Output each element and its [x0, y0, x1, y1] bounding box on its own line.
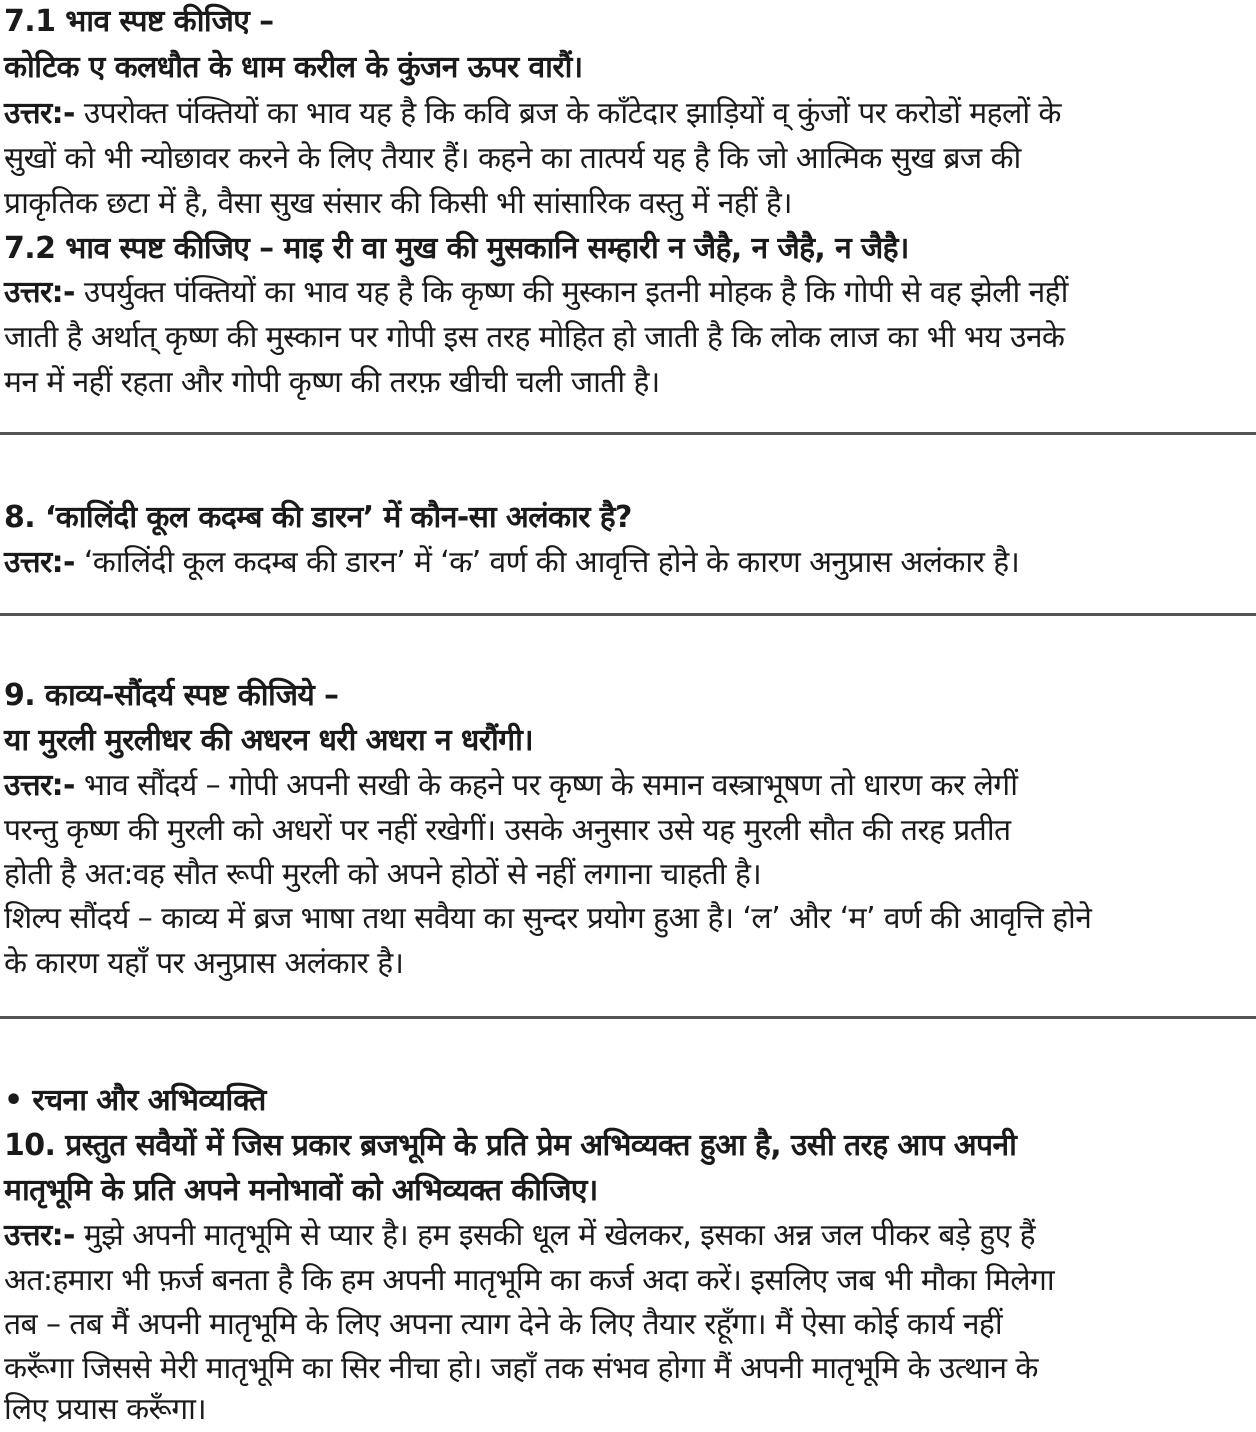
answer-label: उत्तर:- [4, 1218, 75, 1253]
q9-quote: या मुरली मुरलीधर की अधरन धरी अधरा न धरौंगी। [4, 723, 534, 758]
q10-title-line-1: 10. प्रस्तुत सवैयों में जिस प्रकार ब्रजभूमि के प्रति प्रेम अभिव्यक्त हुआ है, उसी तरह आप अपनी [4, 1128, 1017, 1163]
q8-title: 8. ‘कालिंदी कूल कदम्ब की डारन’ में कौन-सा अलंकार है? [4, 500, 632, 535]
q10-title-line-2: मातृभूमि के प्रति अपने मनोभावों को अभिव्यक्त कीजिए। [4, 1173, 598, 1208]
answer-text: उपरोक्त पंक्तियों का भाव यह है कि कवि ब्रज के काँटेदार झाड़ियों व् कुंजों पर करोडों महलों के [74, 96, 1061, 131]
q10-answer-line-5: लिए प्रयास करूँगा। [4, 1392, 207, 1427]
q9-answer-line-4: शिल्प सौंदर्य – काव्य में ब्रज भाषा तथा सवैया का सुन्दर प्रयोग हुआ है। ‘ल’ और ‘म’ वर्ण की आवृत्ति होने [4, 901, 1092, 936]
answer-label: उत्तर:- [4, 96, 75, 131]
q10-answer-line-4: करूँगा जिससे मेरी मातृभूमि का सिर नीचा हो। जहाँ तक संभव होगा मैं अपनी मातृभूमि के उत्थान के [4, 1351, 1038, 1386]
q7-2-title: 7.2 भाव स्पष्ट कीजिए – माइ री वा मुख की मुसकानि सम्हारी न जैहै, न जैहै, न जैहै। [4, 231, 909, 266]
q7-1-title: 7.1 भाव स्पष्ट कीजिए – [4, 4, 274, 39]
q7-1-quote: कोटिक ए कलधौत के धाम करील के कुंजन ऊपर वारौं। [4, 50, 583, 85]
q10-answer-line-1 [4, 1214, 1252, 1258]
q7-2-answer-line-3: मन में नहीं रहता और गोपी कृष्ण की तरफ़ खीची चली जाती है। [4, 365, 660, 400]
q10-answer-line-2: अत:हमारा भी फ़र्ज बनता है कि हम अपनी मातृभूमि का कर्ज अदा करें। इसलिए जब भी मौका मिलेगा [4, 1263, 1055, 1298]
q9-answer-line-3: होती है अत:वह सौत रूपी मुरली को अपने होठों से नहीं लगाना चाहती है। [4, 857, 762, 892]
section-divider [0, 432, 1256, 435]
q9-answer-line-5: के कारण यहाँ पर अनुप्रास अलंकार है। [4, 946, 404, 981]
q9-answer-line-2: परन्तु कृष्ण की मुरली को अधरों पर नहीं रखेगीं। उसके अनुसार उसे यह मुरली सौत की तरह प्रतीत [4, 813, 1011, 848]
q7-2-answer-line-1 [4, 271, 1252, 315]
section-divider [0, 1016, 1256, 1019]
q7-1-answer-line-1 [4, 92, 1252, 136]
q9-title: 9. काव्य-सौंदर्य स्पष्ट कीजिये – [4, 678, 339, 713]
q7-1-answer-line-3: प्राकृतिक छटा में है, वैसा सुख संसार की किसी भी सांसारिक वस्तु में नहीं है। [4, 186, 792, 221]
answer-text: ‘कालिंदी कूल कदम्ब की डारन’ में ‘क’ वर्ण की आवृत्ति होने के कारण अनुप्रास अलंकार है। [74, 545, 1020, 580]
section-divider [0, 613, 1256, 616]
answer-text: उपर्युक्त पंक्तियों का भाव यह है कि कृष्ण की मुस्कान इतनी मोहक है कि गोपी से वह झेली नहीं [74, 275, 1068, 310]
q10-answer-line-3: तब – तब मैं अपनी मातृभूमि के लिए अपना त्याग देने के लिए तैयार रहूँगा। मैं ऐसा कोई कार्य नहीं [4, 1307, 1003, 1342]
answer-text: भाव सौंदर्य – गोपी अपनी सखी के कहने पर कृष्ण के समान वस्त्राभूषण तो धारण कर लेगीं [74, 768, 1018, 803]
answer-label: उत्तर:- [4, 545, 75, 580]
q7-2-answer-line-2: जाती है अर्थात् कृष्ण की मुस्कान पर गोपी इस तरह मोहित हो जाती है कि लोक लाज का भी भय उनके [4, 320, 1065, 355]
q10-section-heading: • रचना और अभिव्यक्ति [4, 1083, 266, 1118]
q8-answer-line-1 [4, 541, 1252, 585]
answer-label: उत्तर:- [4, 768, 75, 803]
q9-answer-line-1 [4, 764, 1252, 808]
answer-text: मुझे अपनी मातृभूमि से प्यार है। हम इसकी धूल में खेलकर, इसका अन्न जल पीकर बड़े हुए हैं [74, 1218, 1035, 1253]
answer-label: उत्तर:- [4, 275, 75, 310]
q7-1-answer-line-2: सुखों को भी न्योछावर करने के लिए तैयार हैं। कहने का तात्पर्य यह है कि जो आत्मिक सुख ब्रज की [4, 141, 1021, 176]
